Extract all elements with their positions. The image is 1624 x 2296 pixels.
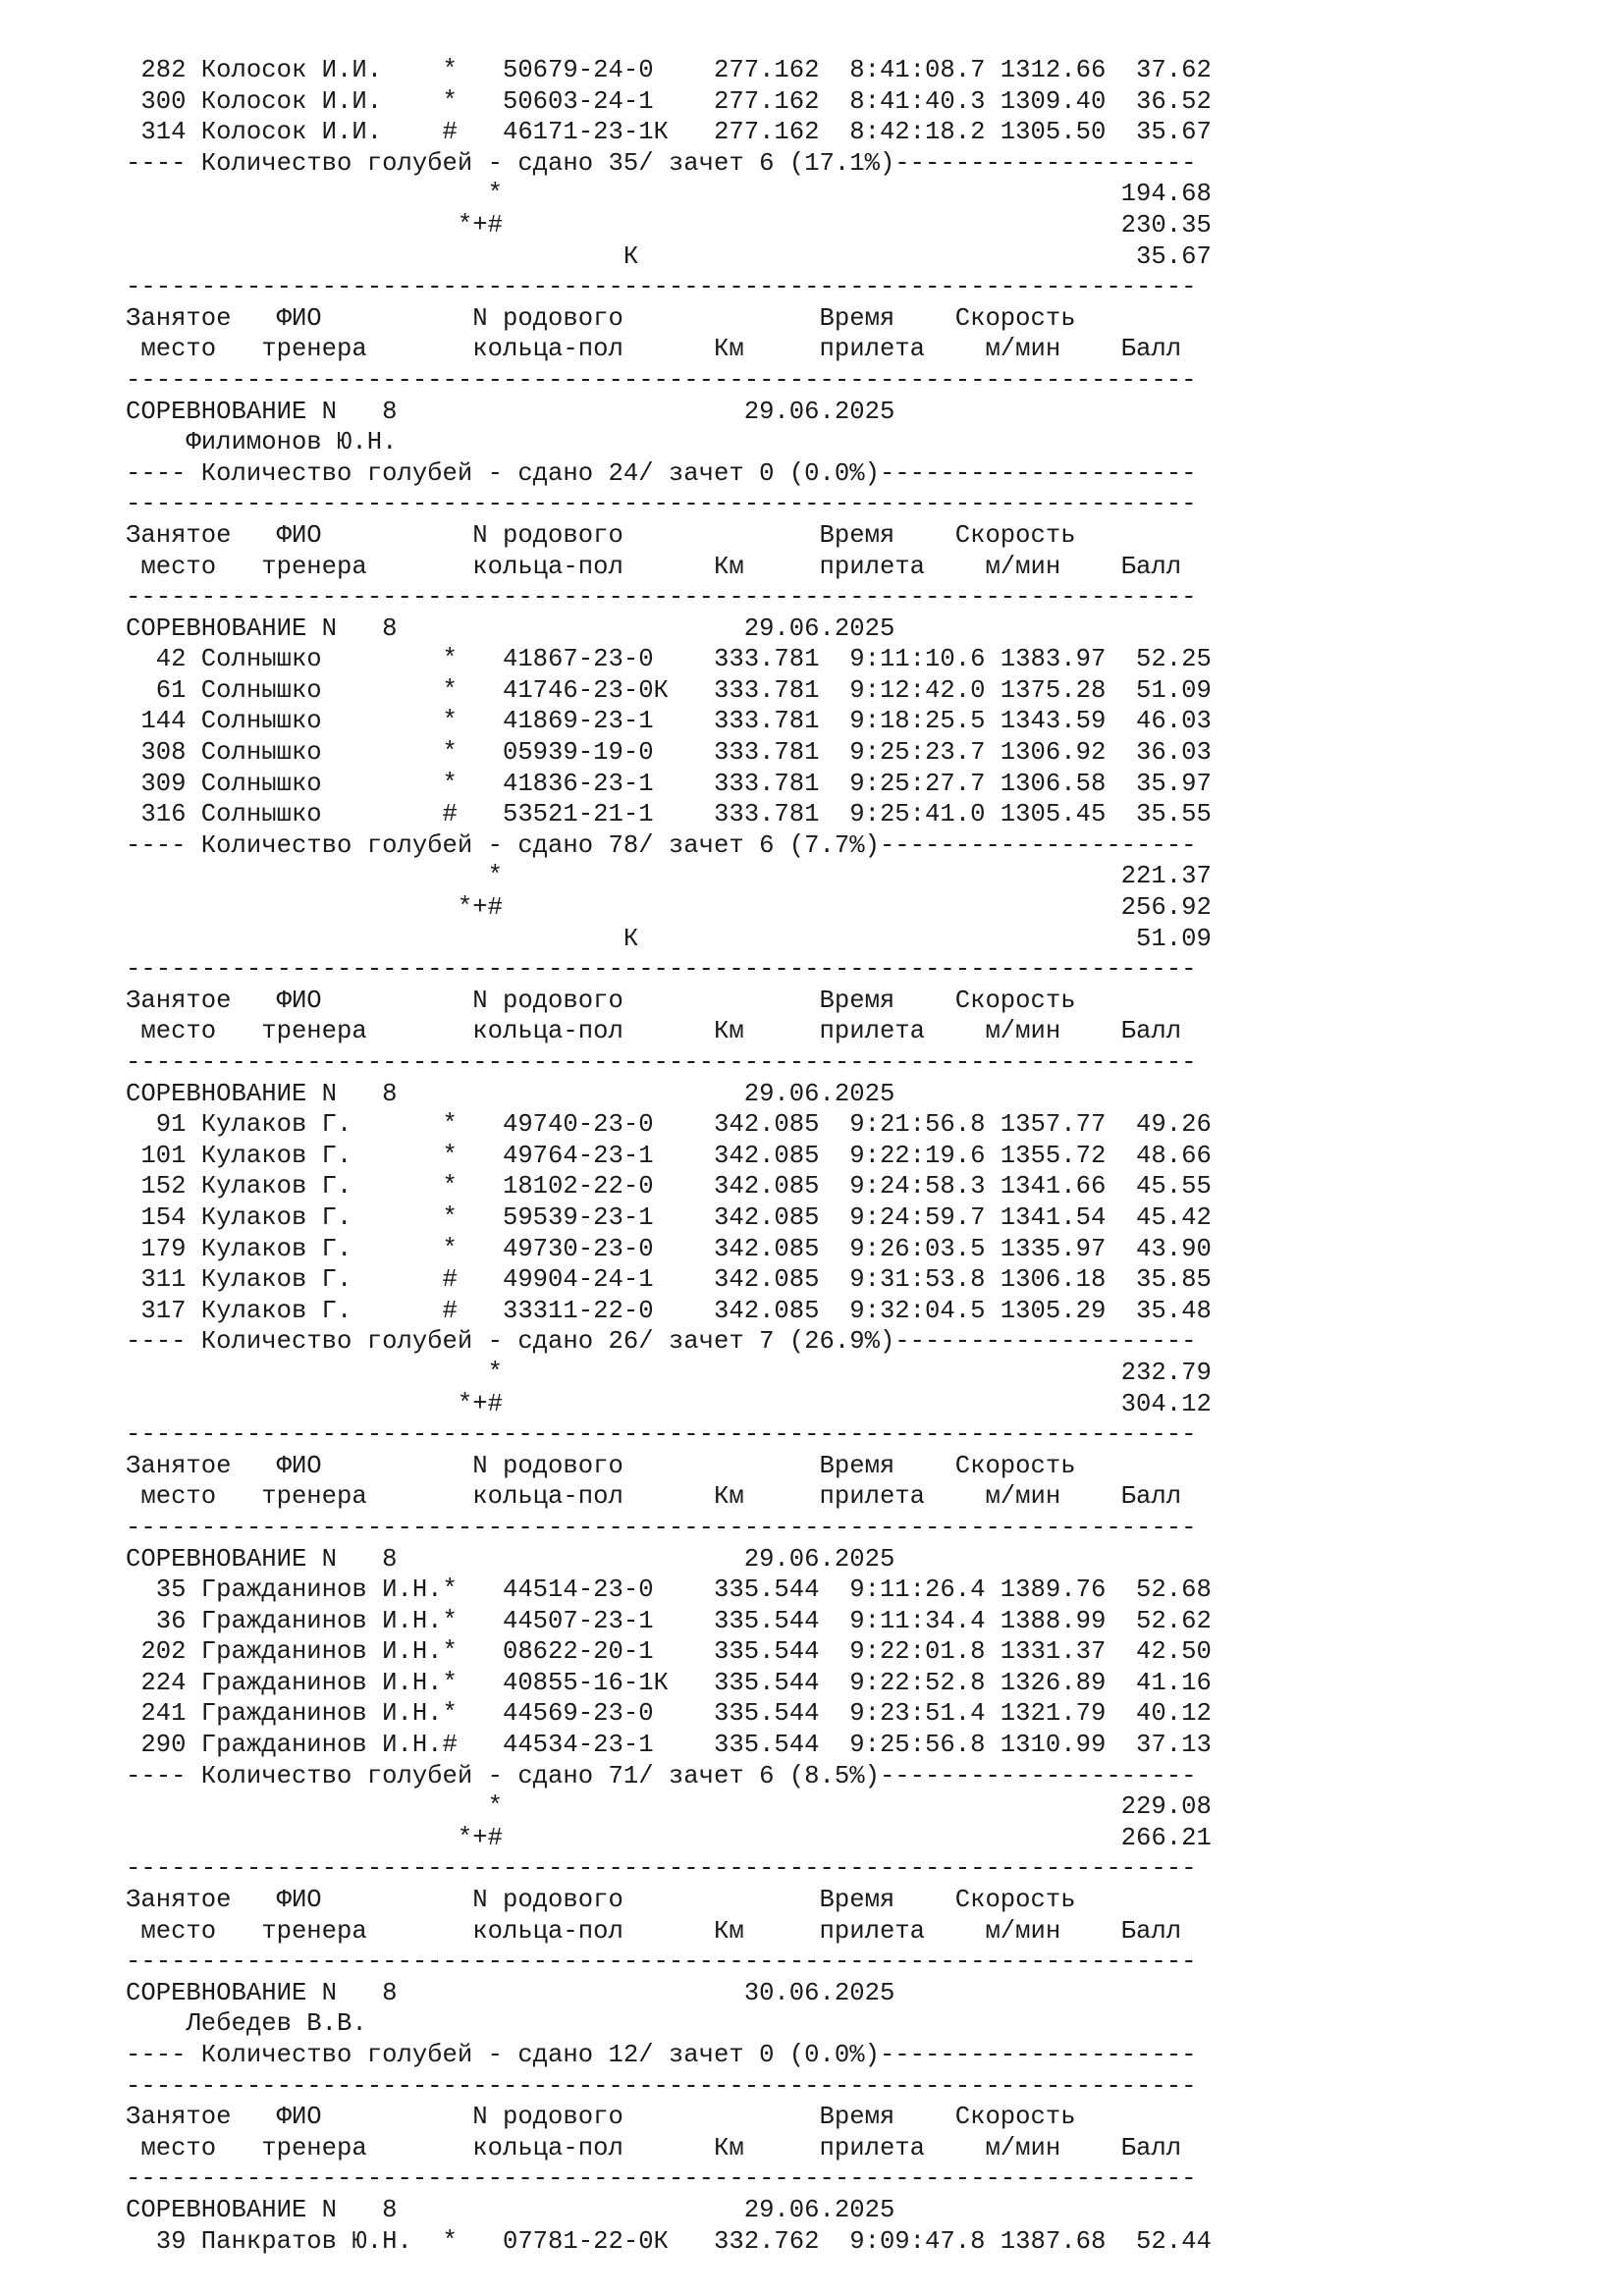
score-total: К 51.09 [126, 924, 1212, 953]
separator-line: ----------------------------------------------------------------------- [126, 1513, 1197, 1542]
report-listing [126, 55, 1579, 2257]
competition-header: СОРЕВНОВАНИЕ N 8 29.06.2025 [126, 2195, 895, 2224]
score-total: * 221.37 [126, 862, 1212, 891]
pigeon-count-summary: ---- Количество голубей - сдано 26/ зачет 7 (26.9%)-------------------- [126, 1327, 1197, 1357]
result-row: 311 Кулаков Г. # 49904-24-1 342.085 9:31:53.8 1306.18 35.85 [126, 1265, 1212, 1295]
column-header: Занятое ФИО N родового Время Скорость [126, 2103, 1076, 2132]
pigeon-count-summary: ---- Количество голубей - сдано 71/ зачет 6 (8.5%)--------------------- [126, 1761, 1197, 1790]
result-row: 316 Солнышко # 53521-21-1 333.781 9:25:41.0 1305.45 35.55 [126, 800, 1212, 829]
score-total: * 194.68 [126, 180, 1212, 209]
separator-line: ----------------------------------------------------------------------- [126, 1948, 1197, 1977]
column-header: Занятое ФИО N родового Время Скорость [126, 1886, 1076, 1915]
column-header: место тренера кольца-пол Км прилета м/мин Балл [126, 1482, 1182, 1512]
result-row: 314 Колосок И.И. # 46171-23-1К 277.162 8:42:18.2 1305.50 35.67 [126, 118, 1212, 147]
score-total: * 232.79 [126, 1358, 1212, 1387]
pigeon-count-summary: ---- Количество голубей - сдано 24/ зачет 0 (0.0%)--------------------- [126, 458, 1197, 488]
result-row: 290 Гражданинов И.Н.# 44534-23-1 335.544 9:25:56.8 1310.99 37.13 [126, 1731, 1212, 1760]
column-header: место тренера кольца-пол Км прилета м/мин Балл [126, 1916, 1182, 1946]
result-row: 308 Солнышко * 05939-19-0 333.781 9:25:23.7 1306.92 36.03 [126, 738, 1212, 768]
competition-header: СОРЕВНОВАНИЕ N 8 29.06.2025 [126, 614, 895, 643]
column-header: Занятое ФИО N родового Время Скорость [126, 303, 1076, 333]
trainer-name: Лебедев В.В. [126, 2009, 367, 2039]
result-row: 282 Колосок И.И. * 50679-24-0 277.162 8:41:08.7 1312.66 37.62 [126, 56, 1212, 84]
separator-line: ----------------------------------------------------------------------- [126, 955, 1197, 985]
result-row: 300 Колосок И.И. * 50603-24-1 277.162 8:41:40.3 1309.40 36.52 [126, 86, 1212, 116]
separator-line: ----------------------------------------------------------------------- [126, 490, 1197, 519]
pigeon-count-summary: ---- Количество голубей - сдано 78/ зачет 6 (7.7%)--------------------- [126, 830, 1197, 860]
result-row: 309 Солнышко * 41836-23-1 333.781 9:25:27.7 1306.58 35.97 [126, 769, 1212, 798]
separator-line: ----------------------------------------------------------------------- [126, 273, 1197, 302]
result-row: 202 Гражданинов И.Н.* 08622-20-1 335.544 9:22:01.8 1331.37 42.50 [126, 1637, 1212, 1667]
result-row: 154 Кулаков Г. * 59539-23-1 342.085 9:24:59.7 1341.54 45.42 [126, 1202, 1212, 1232]
separator-line: ----------------------------------------------------------------------- [126, 2071, 1197, 2101]
score-total: *+# 256.92 [126, 893, 1212, 923]
column-header: Занятое ФИО N родового Время Скорость [126, 986, 1076, 1015]
result-row: 241 Гражданинов И.Н.* 44569-23-0 335.544 9:23:51.4 1321.79 40.12 [126, 1699, 1212, 1729]
result-row: 35 Гражданинов И.Н.* 44514-23-0 335.544 9:11:26.4 1389.76 52.68 [126, 1575, 1212, 1605]
result-row: 42 Солнышко * 41867-23-0 333.781 9:11:10.6 1383.97 52.25 [126, 645, 1212, 674]
separator-line: ----------------------------------------------------------------------- [126, 1048, 1197, 1077]
pigeon-count-summary: ---- Количество голубей - сдано 12/ зачет 0 (0.0%)--------------------- [126, 2041, 1197, 2069]
result-row: 317 Кулаков Г. # 33311-22-0 342.085 9:32:04.5 1305.29 35.48 [126, 1296, 1212, 1325]
result-row: 36 Гражданинов И.Н.* 44507-23-1 335.544 9:11:34.4 1388.99 52.62 [126, 1606, 1212, 1635]
separator-line: ----------------------------------------------------------------------- [126, 2164, 1197, 2194]
competition-header: СОРЕВНОВАНИЕ N 8 29.06.2025 [126, 1079, 895, 1108]
result-row: 91 Кулаков Г. * 49740-23-0 342.085 9:21:56.8 1357.77 49.26 [126, 1110, 1212, 1140]
separator-line: ----------------------------------------------------------------------- [126, 583, 1197, 613]
score-total: *+# 304.12 [126, 1389, 1212, 1418]
column-header: место тренера кольца-пол Км прилета м/мин Балл [126, 552, 1182, 581]
column-header: Занятое ФИО N родового Время Скорость [126, 1451, 1076, 1480]
result-row: 224 Гражданинов И.Н.* 40855-16-1К 335.544 9:22:52.8 1326.89 41.16 [126, 1668, 1212, 1697]
result-row: 152 Кулаков Г. * 18102-22-0 342.085 9:24:58.3 1341.66 45.55 [126, 1172, 1212, 1201]
score-total: *+# 230.35 [126, 210, 1212, 240]
competition-header: СОРЕВНОВАНИЕ N 8 30.06.2025 [126, 1978, 895, 2007]
result-row: 144 Солнышко * 41869-23-1 333.781 9:18:25.5 1343.59 46.03 [126, 707, 1212, 736]
result-row: 179 Кулаков Г. * 49730-23-0 342.085 9:26:03.5 1335.97 43.90 [126, 1234, 1212, 1263]
result-row: 39 Панкратов Ю.Н. * 07781-22-0К 332.762 9:09:47.8 1387.68 52.44 [126, 2226, 1212, 2256]
result-row: 61 Солнышко * 41746-23-0К 333.781 9:12:42.0 1375.28 51.09 [126, 675, 1212, 705]
trainer-name: Филимонов Ю.Н. [126, 428, 398, 457]
competition-header: СОРЕВНОВАНИЕ N 8 29.06.2025 [126, 397, 895, 426]
competition-header: СОРЕВНОВАНИЕ N 8 29.06.2025 [126, 1544, 895, 1574]
score-total: К 35.67 [126, 241, 1212, 271]
column-header: место тренера кольца-пол Км прилета м/мин Балл [126, 335, 1182, 364]
separator-line: ----------------------------------------------------------------------- [126, 1420, 1197, 1450]
column-header: Занятое ФИО N родового Время Скорость [126, 520, 1076, 550]
separator-line: ----------------------------------------------------------------------- [126, 1854, 1197, 1884]
pigeon-count-summary: ---- Количество голубей - сдано 35/ зачет 6 (17.1%)-------------------- [126, 148, 1197, 178]
column-header: место тренера кольца-пол Км прилета м/мин Балл [126, 1017, 1182, 1046]
result-row: 101 Кулаков Г. * 49764-23-1 342.085 9:22:19.6 1355.72 48.66 [126, 1141, 1212, 1170]
separator-line: ----------------------------------------------------------------------- [126, 365, 1197, 395]
score-total: *+# 266.21 [126, 1823, 1212, 1852]
column-header: место тренера кольца-пол Км прилета м/мин Балл [126, 2133, 1182, 2163]
score-total: * 229.08 [126, 1792, 1212, 1822]
